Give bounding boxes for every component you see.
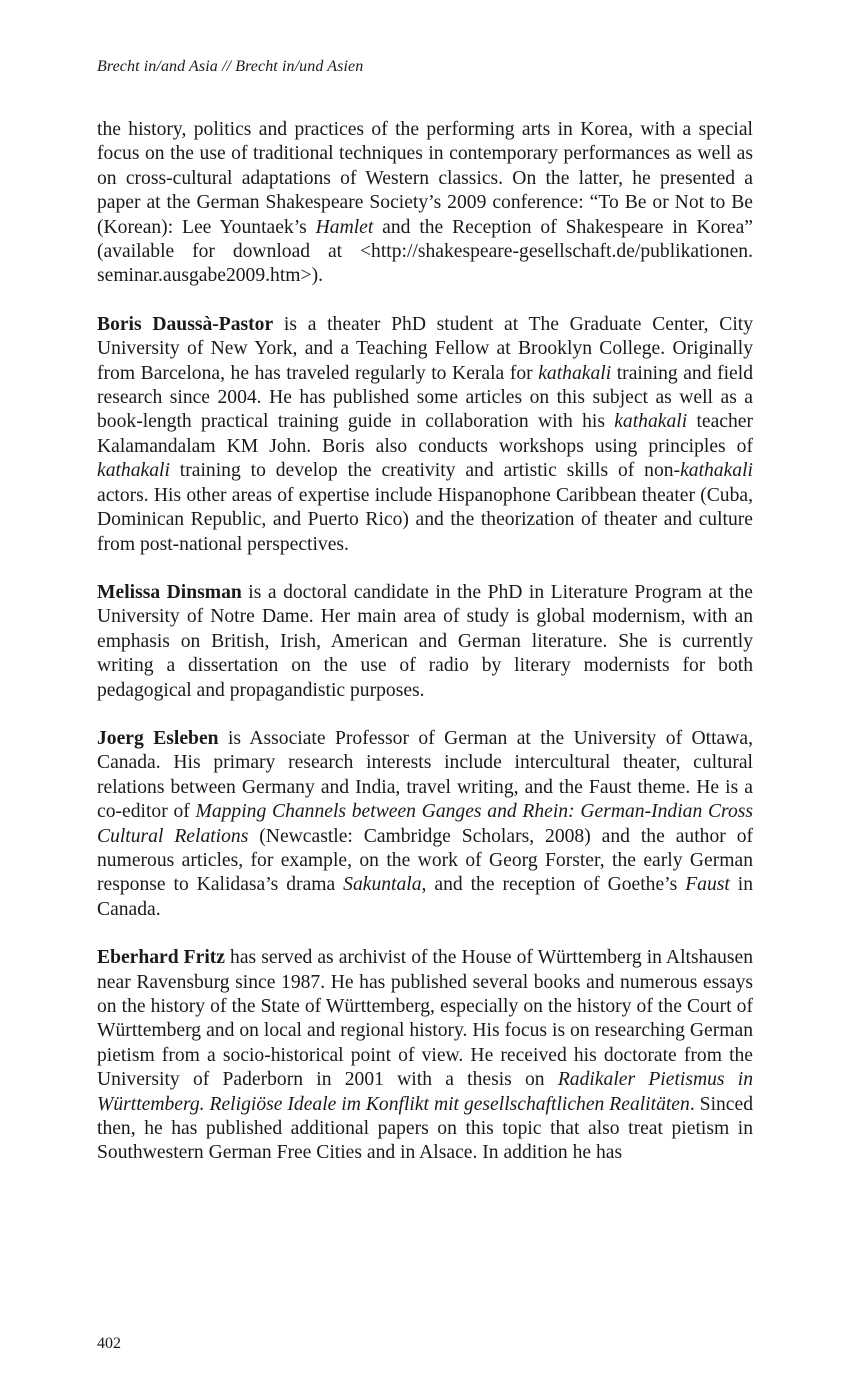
text-run: training to develop the creativity and artistic skills of non- [169,460,681,482]
text-run: is Associate Professor of German at the University of Ottawa, Canada. His primary research interests include intercultural theater, cultural relations between Germany and India, travel writing, and the Faust theme. He is a co-editor of [97,727,753,823]
contributor-bio [97,946,753,1166]
italic-term: kathakali [538,362,612,384]
contributor-name: Joerg Esleben [97,727,219,749]
body-text [97,118,753,1190]
page-number: 402 [97,1335,121,1352]
text-run: and the Reception of Shakespeare in Korea” (available for download at <http://shakespeare-gesellschaft.de/publikationen.​seminar.ausgabe2009.htm>). [97,216,753,287]
italic-term: kathakali [614,411,688,433]
italic-term: Radikaler Pietismus in Württemberg. Religiöse Ideale im Konflikt mit gesellschaftlichen Realitäten [97,1069,754,1115]
contributor-name: Boris Daussà-Pastor [97,313,274,335]
italic-term: kathakali [680,460,753,482]
text-run: is a doctoral candidate in the PhD in Literature Program at the University of Notre Dame. Her main area of study is global modernism, with an emphasis on British, Irish, American and German literature. She is currently writing a dissertation on the use of radio by literary modernists for both pedagogical and propagandistic purposes. [97,581,753,701]
text-run: has served as archivist of the House of Württemberg in Altshausen near Ravensburg since 1987. He has published several books and numerous essays on the history of the State of Württemberg, especially on the history of the Court of Württemberg and on local and regional history. His focus is on researching German pietism from a socio-historical point of view. He received his doctorate from the University of Paderborn in 2001 with a thesis on [97,947,753,1091]
text-run: training and field research since 2004. He has published some articles on this subject as well as a book-length practical training guide in collaboration with his [97,362,753,433]
text-run: (Newcastle: Cambridge Scholars, 2008) and the author of numerous articles, for example, on the work of Georg Forster, the early German response to Kalidasa’s drama [97,825,754,896]
italic-term: Hamlet [315,216,374,238]
contributor-bio [97,581,753,703]
contributor-name: Melissa Dinsman [97,581,242,603]
italic-term: Faust [685,874,730,896]
italic-term: kathakali [97,460,170,482]
text-run: teacher Kalamandalam KM John. Boris also conducts workshops using principles of [97,411,753,457]
text-run: actors. His other areas of expertise include Hispanophone Caribbean theater (Cuba, Dominican Republic, and Puerto Rico) and the theorization of theater and culture from post-national perspectives. [97,484,753,555]
italic-term: Sakuntala [343,874,422,896]
contributor-name: Eberhard Fritz [97,947,226,969]
running-head: Brecht in/and Asia // Brecht in/und Asien [97,58,364,75]
italic-term: Mapping Channels between Ganges and Rhein: German-Indian Cross Cultural Relations [97,801,753,847]
text-run: in Canada. [97,874,754,920]
contributor-bio [97,313,753,557]
text-run: , and the reception of Goethe’s [421,874,686,896]
text-run: . Sinced then, he has published additional papers on this topic that also treat pietism in Southwestern German Free Cities and in Alsace. In addition he has [97,1093,753,1164]
paragraph [97,118,753,289]
contributor-bio [97,727,753,922]
text-run: is a theater PhD student at The Graduate Center, City University of New York, and a Teaching Fellow at Brooklyn College. Originally from Barcelona, he has traveled regularly to Kerala for [97,313,754,384]
text-run: the history, politics and practices of the performing arts in Korea, with a special focus on the use of traditional techniques in contemporary performances as well as on cross-cultural adaptations of Western classics. On the latter, he presented a paper at the German Shakespeare Society’s 2009 conference: “To Be or Not to Be (Korean): Lee Yountaek’s [97,119,753,238]
